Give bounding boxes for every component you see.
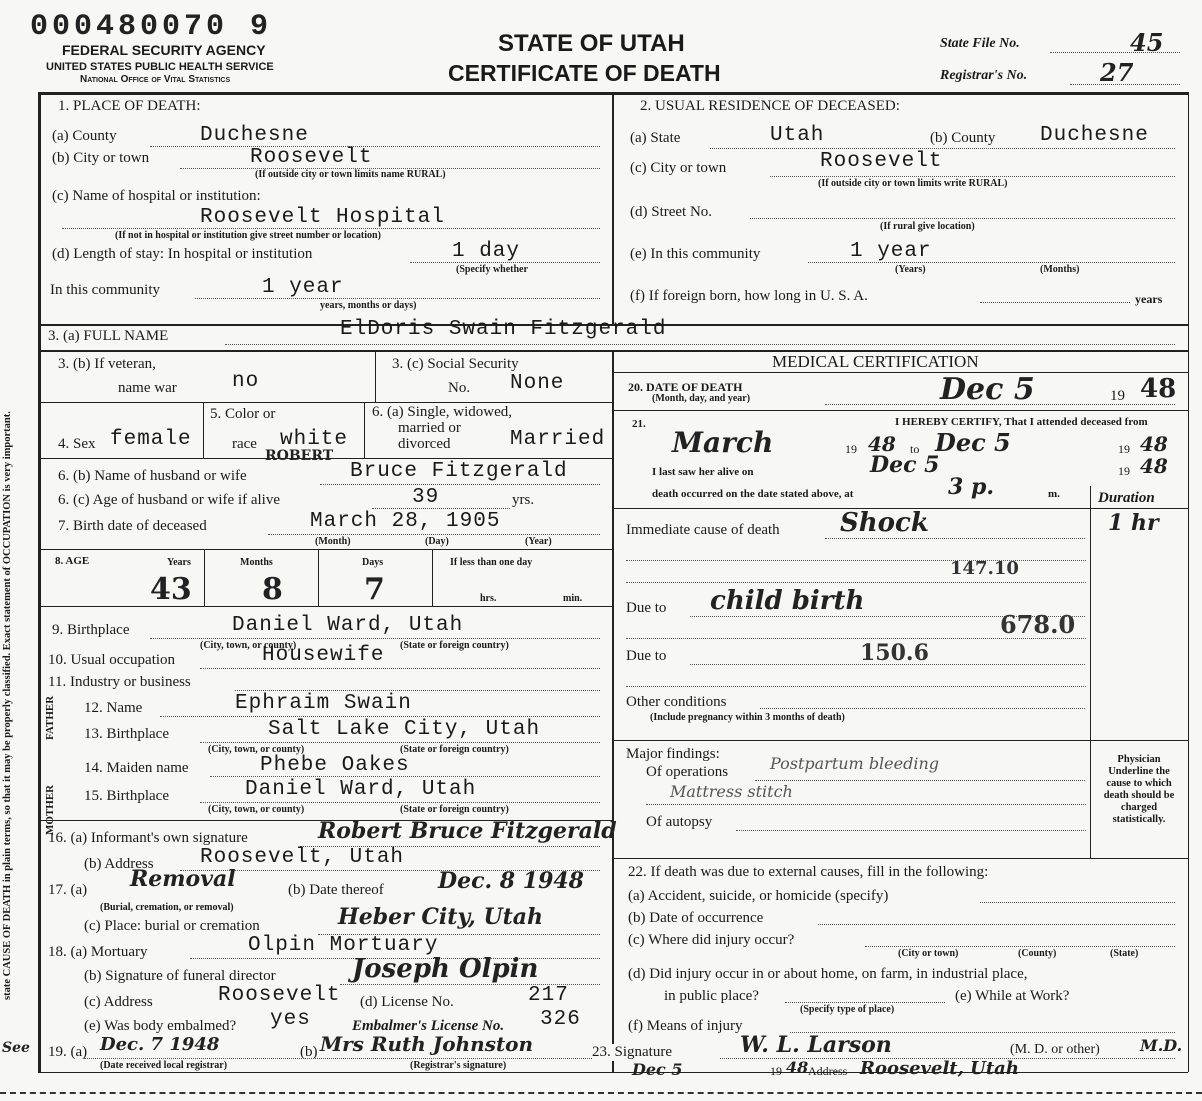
director-label: (b) Signature of funeral director: [84, 968, 276, 984]
mother-name-label: 14. Maiden name: [84, 760, 189, 776]
color-label-2: race: [232, 436, 257, 452]
bp-note-1: (City, town, or county): [200, 640, 297, 651]
ext-a: (a) Accident, suicide, or homicide (specify): [628, 888, 889, 904]
occurred-label: death occurred on the date stated above, at: [652, 488, 854, 500]
mother-side-label: MOTHER: [44, 784, 56, 835]
ext-e: (e) While at Work?: [955, 988, 1070, 1004]
dod-year: 48: [1140, 374, 1177, 404]
marital-label-2: married or: [398, 420, 461, 436]
month-note: (Month): [315, 536, 351, 547]
burial-note: (Burial, cremation, or removal): [100, 902, 234, 913]
father-bp-label: 13. Birthplace: [84, 726, 169, 742]
ext-c-note-2: (County): [1018, 948, 1057, 959]
age-months: 8: [262, 572, 283, 607]
other-label: Other conditions: [626, 694, 727, 710]
father-name-label: 12. Name: [84, 700, 143, 716]
md-label: (M. D. or other): [1010, 1042, 1100, 1057]
street-label: (d) Street No.: [630, 204, 713, 220]
to-value: Dec 5: [935, 428, 1011, 457]
street-note: (If rural give location): [880, 221, 975, 232]
license-value: 217: [528, 984, 569, 1007]
county-label: (a) County: [52, 128, 117, 144]
registrar-value: 27: [1100, 58, 1134, 87]
community-value: 1 year: [262, 276, 344, 299]
res-months: (Months): [1040, 264, 1080, 275]
md-value: M.D.: [1140, 1036, 1183, 1055]
sig-label: 23. Signature: [592, 1044, 672, 1060]
mort-address-value: Roosevelt: [218, 984, 341, 1007]
burial-label: 17. (a): [48, 882, 88, 898]
state-file-value: 45: [1130, 28, 1164, 57]
father-name-value: Ephraim Swain: [235, 692, 412, 715]
cert-title: CERTIFICATE OF DEATH: [448, 60, 721, 86]
years-header: Years: [167, 557, 191, 568]
last-saw-label: I last saw her alive on: [652, 466, 754, 478]
race-value: white: [280, 428, 349, 451]
birthdate-value: March 28, 1905: [310, 510, 501, 533]
days-header: Days: [362, 557, 384, 568]
ext-d-note: (Specify type of place): [800, 1004, 895, 1015]
father-bp-note-1: (City, town, or county): [208, 744, 305, 755]
sig-19: 19: [770, 1064, 782, 1078]
burial-value: Removal: [130, 866, 236, 892]
due1-label: Due to: [626, 600, 667, 616]
registrar-label: Registrar's No.: [940, 68, 1028, 83]
code-1: 147.10: [950, 558, 1019, 579]
from-year: 48: [868, 432, 896, 456]
birth-label: 7. Birth date of deceased: [58, 518, 207, 534]
occupation-label: 10. Usual occupation: [48, 652, 176, 668]
res-years: (Years): [895, 264, 926, 275]
res-state-label: (a) State: [630, 130, 681, 146]
mother-bp-note-1: (City, town, or county): [208, 804, 305, 815]
mother-name-value: Phebe Oakes: [260, 754, 410, 777]
veteran-label-1: 3. (b) If veteran,: [58, 356, 156, 372]
address-value: Roosevelt, Utah: [200, 846, 405, 869]
county-value: Duchesne: [200, 124, 309, 147]
foreign-label: (f) If foreign born, how long in U. S. A.: [630, 288, 868, 304]
major-label: Major findings:: [626, 746, 720, 762]
date-thereof-label: (b) Date thereof: [288, 882, 384, 898]
dod-value: Dec 5: [940, 372, 1035, 407]
fullname-value: ElDoris Swain Fitzgerald: [340, 318, 667, 341]
other-note: (Include pregnancy within 3 months of death): [650, 712, 845, 723]
physician-signature: W. L. Larson: [740, 1032, 892, 1058]
sex-label: 4. Sex: [58, 436, 96, 452]
address-label: (b) Address: [84, 856, 154, 872]
date-thereof-value: Dec. 8 1948: [438, 868, 584, 894]
n21-label: 21.: [632, 418, 646, 430]
ext-c: (c) Where did injury occur?: [628, 932, 795, 948]
specify-note: (Specify whether: [456, 264, 528, 275]
ymd-note: years, months or days): [320, 300, 417, 311]
sex-value: female: [110, 428, 192, 451]
ss-label-2: No.: [448, 380, 471, 396]
foreign-years: years: [1135, 292, 1163, 306]
informant-signature: Robert Bruce Fitzgerald: [318, 818, 617, 844]
res-county-value: Duchesne: [1040, 124, 1149, 147]
ext-d-1: (d) Did injury occur in or about home, on farm, in industrial place,: [628, 966, 1028, 982]
registrar-sig-label: (b): [300, 1044, 318, 1060]
industry-label: 11. Industry or business: [48, 674, 191, 690]
last-19: 19: [1118, 464, 1130, 478]
stay-label: (d) Length of stay: In hospital or institution: [52, 246, 313, 262]
dod-note: (Month, day, and year): [652, 393, 751, 404]
hospital-note: (If not in hospital or institution give street number or location): [115, 230, 381, 241]
duration-header: Duration: [1098, 490, 1155, 506]
director-signature: Joseph Olpin: [352, 954, 539, 984]
sig-date: Dec 5: [632, 1060, 683, 1079]
immediate-value: Shock: [840, 508, 929, 538]
to-year: 48: [1140, 432, 1168, 456]
father-bp-value: Salt Lake City, Utah: [268, 718, 541, 741]
marital-label-1: 6. (a) Single, widowed,: [372, 404, 512, 420]
res-community-value: 1 year: [850, 240, 932, 263]
stay-value: 1 day: [452, 240, 521, 263]
hospital-label: (c) Name of hospital or institution:: [52, 188, 261, 204]
husband-first-hand: ROBERT: [265, 448, 334, 464]
ext-d-2: in public place?: [664, 988, 759, 1004]
res-community-label: (e) In this community: [630, 246, 761, 262]
received-value: Dec. 7 1948: [100, 1034, 220, 1055]
sig-address-value: Roosevelt, Utah: [860, 1058, 1019, 1079]
city-label: (b) City or town: [52, 150, 150, 166]
less-header: If less than one day: [450, 557, 533, 568]
bp-note-2: (State or foreign country): [400, 640, 509, 651]
immediate-duration: 1 hr: [1108, 510, 1159, 536]
mother-bp-label: 15. Birthplace: [84, 788, 169, 804]
dod-19: 19: [1110, 388, 1125, 404]
margin-note: state CAUSE OF DEATH in plain terms, so that it may be properly classified. Exact statement of OCCUPATION is very important.: [2, 411, 13, 1000]
res-county-label: (b) County: [930, 130, 996, 146]
marital-label-3: divorced: [398, 436, 451, 452]
state-file-label: State File No.: [940, 36, 1020, 51]
ext-title: 22. If death was due to external causes, fill in the following:: [628, 864, 989, 880]
received-note: (Date received local registrar): [100, 1060, 228, 1071]
sig-year: 48: [786, 1058, 809, 1077]
hrs-label: hrs.: [480, 593, 497, 604]
veteran-label-2: name war: [118, 380, 177, 396]
ops-label: Of operations: [646, 764, 729, 780]
color-label-1: 5. Color or: [210, 406, 276, 422]
yrs-label: yrs.: [512, 492, 535, 508]
res-city-note: (If outside city or town limits write RURAL): [818, 178, 1008, 189]
age-spouse-value: 39: [412, 486, 440, 509]
min-label: min.: [563, 593, 583, 604]
due2-label: Due to: [626, 648, 667, 664]
due1-value: child birth: [710, 586, 865, 616]
informant-label: 16. (a) Informant's own signature: [48, 830, 248, 846]
ext-c-note-1: (City or town): [898, 948, 959, 959]
residence-title: 2. USUAL RESIDENCE OF DECEASED:: [640, 98, 900, 114]
registrar-note: (Registrar's signature): [410, 1060, 507, 1071]
day-note: (Day): [425, 536, 449, 547]
embalmed-label: (e) Was body embalmed?: [84, 1018, 237, 1034]
service: UNITED STATES PUBLIC HEALTH SERVICE: [46, 61, 274, 73]
marital-value: Married: [510, 428, 606, 451]
fullname-label: 3. (a) FULL NAME: [48, 328, 169, 344]
res-state-value: Utah: [770, 124, 825, 147]
due2-value: 150.6: [860, 640, 929, 666]
husband-label: 6. (b) Name of husband or wife: [58, 468, 247, 484]
ss-label-1: 3. (c) Social Security: [392, 356, 519, 372]
office: National Office of Vital Statistics: [80, 74, 231, 85]
occupation-value: Housewife: [262, 644, 385, 667]
father-bp-note-2: (State or foreign country): [400, 744, 509, 755]
ops-value-2: Mattress stitch: [670, 782, 793, 801]
months-header: Months: [240, 557, 273, 568]
file-serial: 000480070 9: [30, 10, 273, 44]
from-value: March: [672, 426, 774, 459]
father-side-label: FATHER: [44, 695, 56, 740]
age-spouse-label: 6. (c) Age of husband or wife if alive: [58, 492, 281, 508]
ops-value-1: Postpartum bleeding: [770, 754, 940, 773]
emb-license-label: Embalmer's License No.: [352, 1018, 505, 1034]
sig-address-label: Address: [808, 1064, 848, 1078]
ext-c-note-3: (State): [1110, 948, 1139, 959]
age-label: 8. AGE: [55, 555, 90, 567]
res-city-value: Roosevelt: [820, 150, 943, 173]
license-label: (d) License No.: [360, 994, 454, 1010]
agency: FEDERAL SECURITY AGENCY: [62, 42, 266, 58]
place-burial-value: Heber City, Utah: [338, 904, 544, 930]
community-label: In this community: [50, 282, 160, 298]
city-note: (If outside city or town limits name RURAL): [255, 169, 446, 180]
mortuary-label: 18. (a) Mortuary: [48, 944, 148, 960]
age-days: 7: [364, 572, 385, 607]
autopsy-label: Of autopsy: [646, 814, 713, 830]
mother-bp-value: Daniel Ward, Utah: [245, 778, 477, 801]
husband-value: Bruce Fitzgerald: [350, 460, 568, 483]
mort-address-label: (c) Address: [84, 994, 153, 1010]
city-value: Roosevelt: [250, 146, 373, 169]
place-burial-label: (c) Place: burial or cremation: [84, 918, 260, 934]
birthplace-value: Daniel Ward, Utah: [232, 614, 464, 637]
embalmed-value: yes: [270, 1008, 311, 1031]
m-label: m.: [1048, 488, 1060, 500]
place-title: 1. PLACE OF DEATH:: [58, 98, 201, 114]
hospital-value: Roosevelt Hospital: [200, 206, 445, 229]
birthplace-label: 9. Birthplace: [52, 622, 130, 638]
age-years: 43: [150, 572, 192, 607]
mortuary-value: Olpin Mortuary: [248, 934, 439, 957]
medical-title: MEDICAL CERTIFICATION: [772, 352, 979, 371]
margin-see: See: [2, 1040, 30, 1056]
mother-bp-note-2: (State or foreign country): [400, 804, 509, 815]
last-year: 48: [1140, 454, 1168, 478]
year-note: (Year): [525, 536, 552, 547]
ext-f: (f) Means of injury: [628, 1018, 743, 1034]
state-title: STATE OF UTAH: [498, 30, 685, 57]
received-label: 19. (a): [48, 1044, 88, 1060]
registrar-signature: Mrs Ruth Johnston: [320, 1032, 534, 1056]
to-19: 19: [1118, 442, 1130, 456]
from-19: 19: [845, 442, 857, 456]
last-saw-value: Dec 5: [870, 452, 940, 478]
veteran-value: no: [232, 370, 260, 393]
res-city-label: (c) City or town: [630, 160, 727, 176]
time-value: 3 p.: [948, 474, 995, 500]
cert-label: I HEREBY CERTIFY, That I attended deceased from: [895, 416, 1148, 428]
immediate-label: Immediate cause of death: [626, 522, 780, 538]
ss-value: None: [510, 372, 565, 395]
phys-note: Physician Underline the cause to which death should be charged statistically.: [1103, 754, 1175, 825]
to-label: to: [910, 442, 920, 456]
emb-license-value: 326: [540, 1008, 581, 1031]
code-2: 678.0: [1000, 610, 1076, 639]
dod-label: 20. DATE OF DEATH: [628, 380, 743, 394]
ext-b: (b) Date of occurrence: [628, 910, 764, 926]
